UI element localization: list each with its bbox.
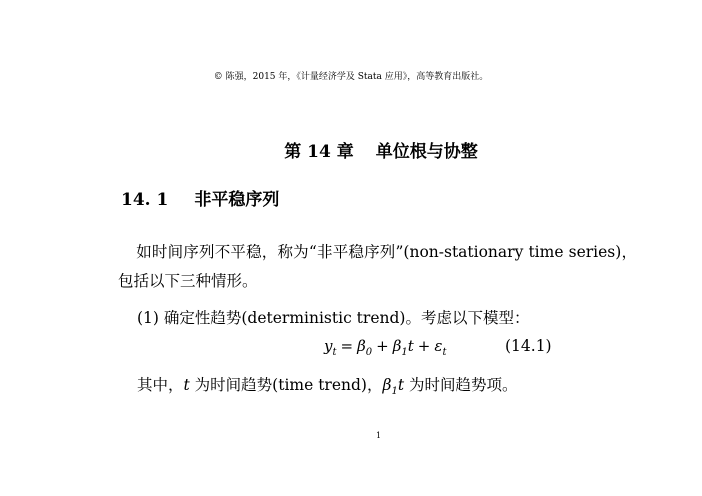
equation-14-1	[324, 334, 446, 365]
eq-y: $y_t$	[324, 337, 337, 358]
eq-t: t	[407, 337, 414, 355]
section-title: 非平稳序列	[194, 190, 280, 210]
var-t: t	[183, 376, 190, 394]
chapter-heading	[0, 141, 702, 163]
eq-beta0: $\beta_0$	[357, 337, 373, 358]
chapter-number: 第 14 章	[284, 142, 354, 162]
chapter-title: 单位根与协整	[375, 142, 478, 162]
eq-plus-1: +	[376, 337, 389, 355]
eq-equals: =	[340, 337, 354, 355]
eq-plus-2: +	[417, 337, 431, 355]
section-heading	[121, 189, 279, 211]
var-beta1-t: $\beta_1t$	[382, 376, 405, 398]
list-item-deterministic-trend: (1) 确定性趋势(deterministic trend)。考虑以下模型：	[137, 309, 530, 327]
paragraph-explanation: 其中，t 为时间趋势(time trend)，$\beta_1t$ 为时间趋势项。	[137, 376, 518, 398]
page-number: 1	[376, 431, 382, 440]
section-number: 14. 1	[121, 190, 169, 210]
equation-number: (14.1)	[505, 337, 552, 355]
copyright-notice: © 陈强，2015 年，《计量经济学及 Stata 应用》，高等教育出版社。	[213, 72, 489, 82]
eq-epsilon: $\varepsilon_t$	[434, 337, 447, 358]
eq-beta1: $\beta_1$	[392, 337, 408, 358]
paragraph-intro	[118, 238, 637, 296]
paragraph-intro-text: 如时间序列不平稳，称为“非平稳序列”(non-stationary time series)，包括以下三种情形。	[118, 243, 637, 290]
